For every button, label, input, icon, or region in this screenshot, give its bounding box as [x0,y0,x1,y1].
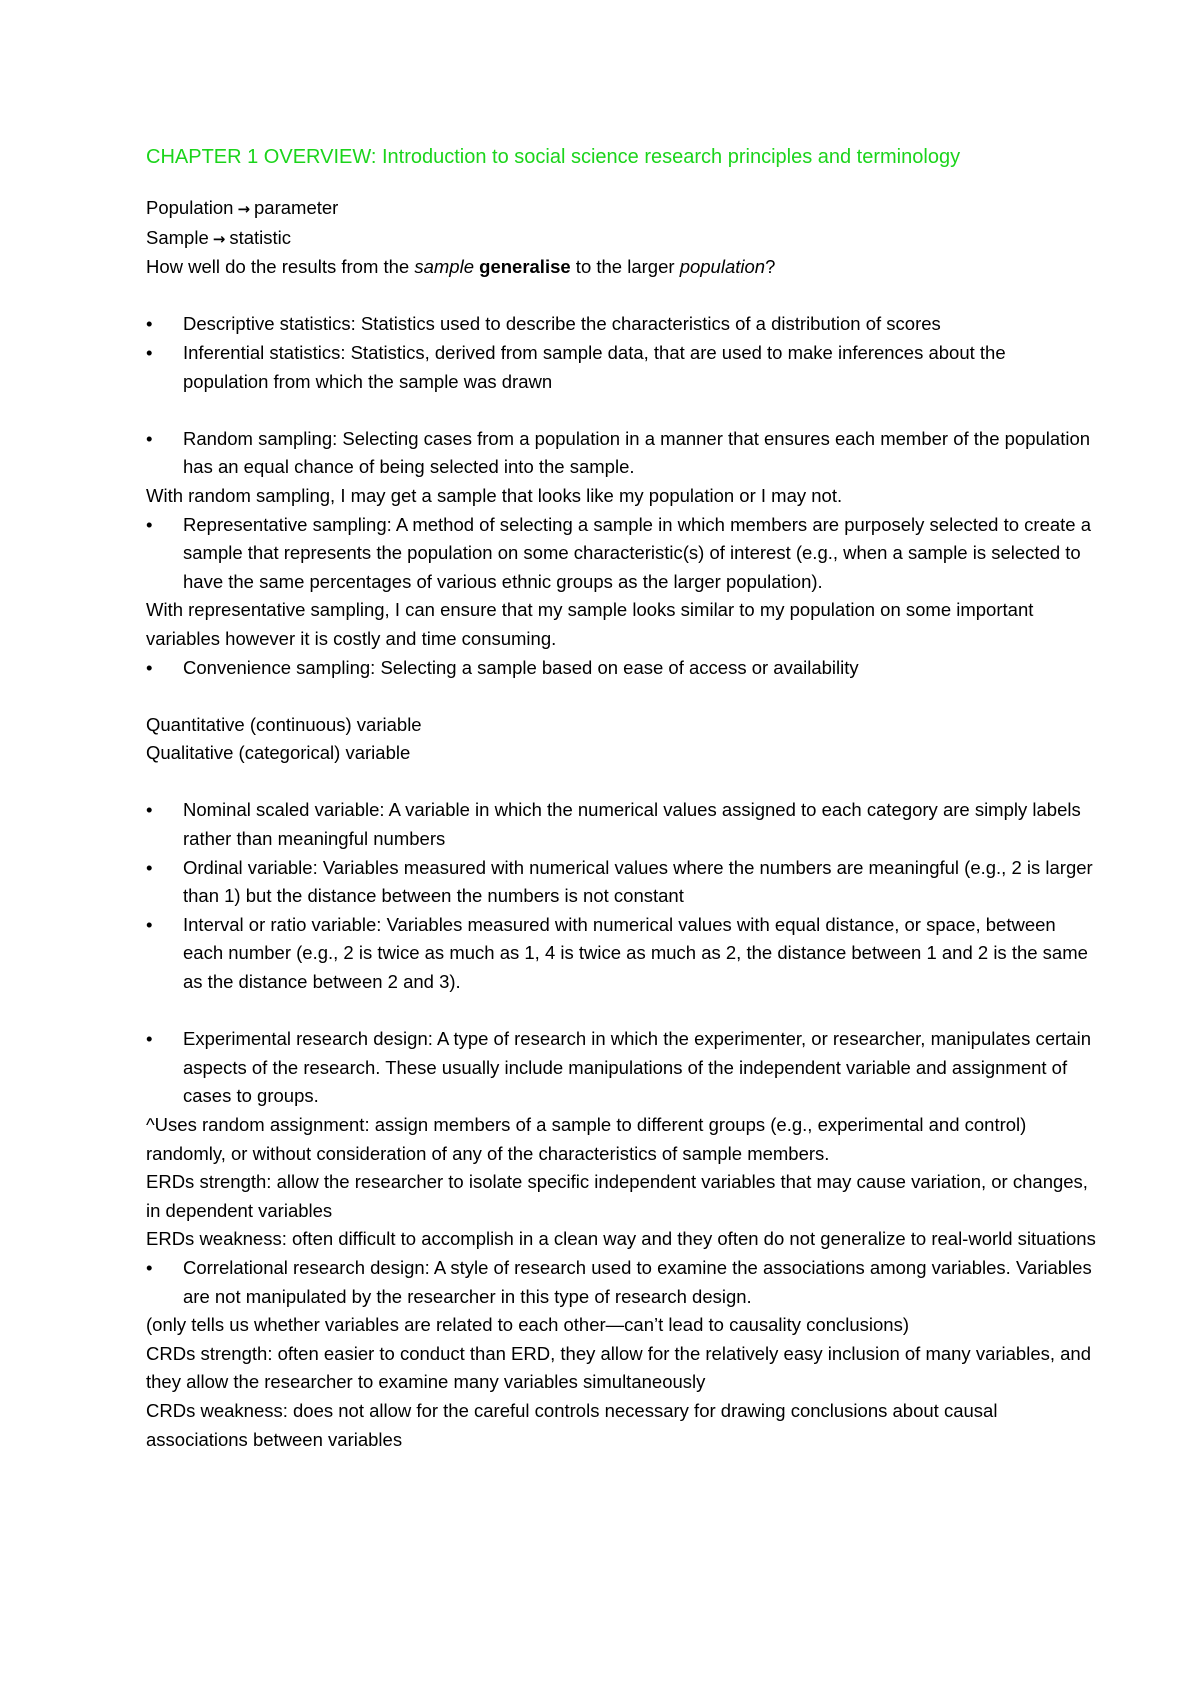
question-part: to the larger [570,256,680,278]
right-arrow-icon: → [212,229,226,248]
question-generalise: generalise [479,256,571,278]
qualitative-variable: Qualitative (categorical) variable [146,742,411,764]
random-sampling-note: With random sampling, I may get a sample that looks like my population or I may not. [146,484,843,506]
representative-sampling-note: With representative sampling, I can ensure that my sample looks similar to my population on some important variables however it is costly and time consuming. [146,599,1034,649]
question-sample: sample [414,256,474,278]
bullet-icon: • [146,913,153,935]
erd-strength: ERDs strength: allow the researcher to isolate specific independent variables that may cause variation, or changes, in dependent variables [146,1171,1088,1221]
bullet-icon: • [146,341,153,363]
bullet-ordinal-variable [146,854,1096,911]
bullet-icon: • [146,656,153,678]
bullet-convenience-sampling [146,654,1096,683]
parameter-term: parameter [254,197,339,218]
bullet-icon: • [146,1028,153,1050]
crd-note: (only tells us whether variables are related to each other—can’t lead to causality conclusions) [146,1314,910,1336]
bullet-inferential-statistics [146,339,1096,396]
bullet-text: Correlational research design: A style of research used to examine the associations among variables. Variables are not manipulated by the researcher in this type of research design. [183,1256,1092,1307]
bullet-text: Descriptive statistics: Statistics used to describe the characteristics of a distribution of scores [183,313,941,335]
bullet-icon: • [146,427,153,449]
bullet-text: Experimental research design: A type of research in which the experimenter, or researcher, manipulates certain aspects of the research. These usually include manipulations of the independent variable and assignment of cases to groups. [183,1028,1091,1107]
bullet-random-sampling [146,425,1096,482]
bullet-text: Interval or ratio variable: Variables measured with numerical values with equal distance, or space, between each number (e.g., 2 is twice as much as 1, 4 is twice as much as 2, the distance between 1 and 2 is the same as the distance between 2 and 3). [183,913,1088,993]
crd-weakness: CRDs weakness: does not allow for the careful controls necessary for drawing conclusions about causal associations between variables [146,1399,998,1450]
population-term: Population [146,197,234,218]
bullet-text: Nominal scaled variable: A variable in which the numerical values assigned to each category are simply labels rather than meaningful numbers [183,799,1081,850]
bullet-interval-ratio-variable [146,911,1096,997]
erd-weakness: ERDs weakness: often difficult to accomplish in a clean way and they often do not generalize to real-world situations [146,1228,1096,1250]
bullet-descriptive-statistics [146,310,1096,339]
random-assignment-note: ^Uses random assignment: assign members of a sample to different groups (e.g., experimental and control) randomly, or without consideration of any of the characteristics of sample members. [146,1114,1027,1164]
sample-line [146,224,1096,254]
bullet-text: Convenience sampling: Selecting a sample based on ease of access or availability [183,656,859,678]
bullet-text: Ordinal variable: Variables measured with numerical values where the numbers are meaningful (e.g., 2 is larger than 1) but the distance between the numbers is not constant [183,856,1093,907]
bullet-text: Random sampling: Selecting cases from a population in a manner that ensures each member of the population has an equal chance of being selected into the sample. [183,427,1091,478]
bullet-representative-sampling [146,511,1096,597]
crd-strength: CRDs strength: often easier to conduct than ERD, they allow for the relatively easy inclusion of many variables, and they allow the researcher to examine many variables simultaneously [146,1342,1091,1393]
bullet-correlational-design [146,1254,1096,1311]
bullet-nominal-variable [146,796,1096,853]
question-population: population [679,256,766,278]
bullet-icon: • [146,513,153,535]
bullet-text: Inferential statistics: Statistics, derived from sample data, that are used to make inferences about the population from which the sample was drawn [183,341,1006,392]
bullet-icon: • [146,799,153,821]
right-arrow-icon: → [237,200,251,218]
quantitative-variable: Quantitative (continuous) variable [146,713,422,735]
bullet-text: Representative sampling: A method of selecting a sample in which members are purposely selected to create a sample that represents the population on some characteristic(s) of interest (e.g., when a sample is selected to have the same percentages of various ethnic groups as the larger population). [183,513,1092,592]
generalise-question [146,253,1096,282]
bullet-experimental-design [146,1025,1096,1111]
document-body [146,142,1096,1454]
bullet-icon: • [146,313,153,335]
population-line [146,194,1096,224]
question-part: How well do the results from the [146,256,415,278]
sample-term: Sample [146,226,209,248]
question-part: ? [765,256,776,278]
chapter-title: CHAPTER 1 OVERVIEW: Introduction to social science research principles and terminology [146,146,961,168]
bullet-icon: • [146,1256,153,1278]
bullet-icon: • [146,856,153,878]
statistic-term: statistic [229,226,291,248]
